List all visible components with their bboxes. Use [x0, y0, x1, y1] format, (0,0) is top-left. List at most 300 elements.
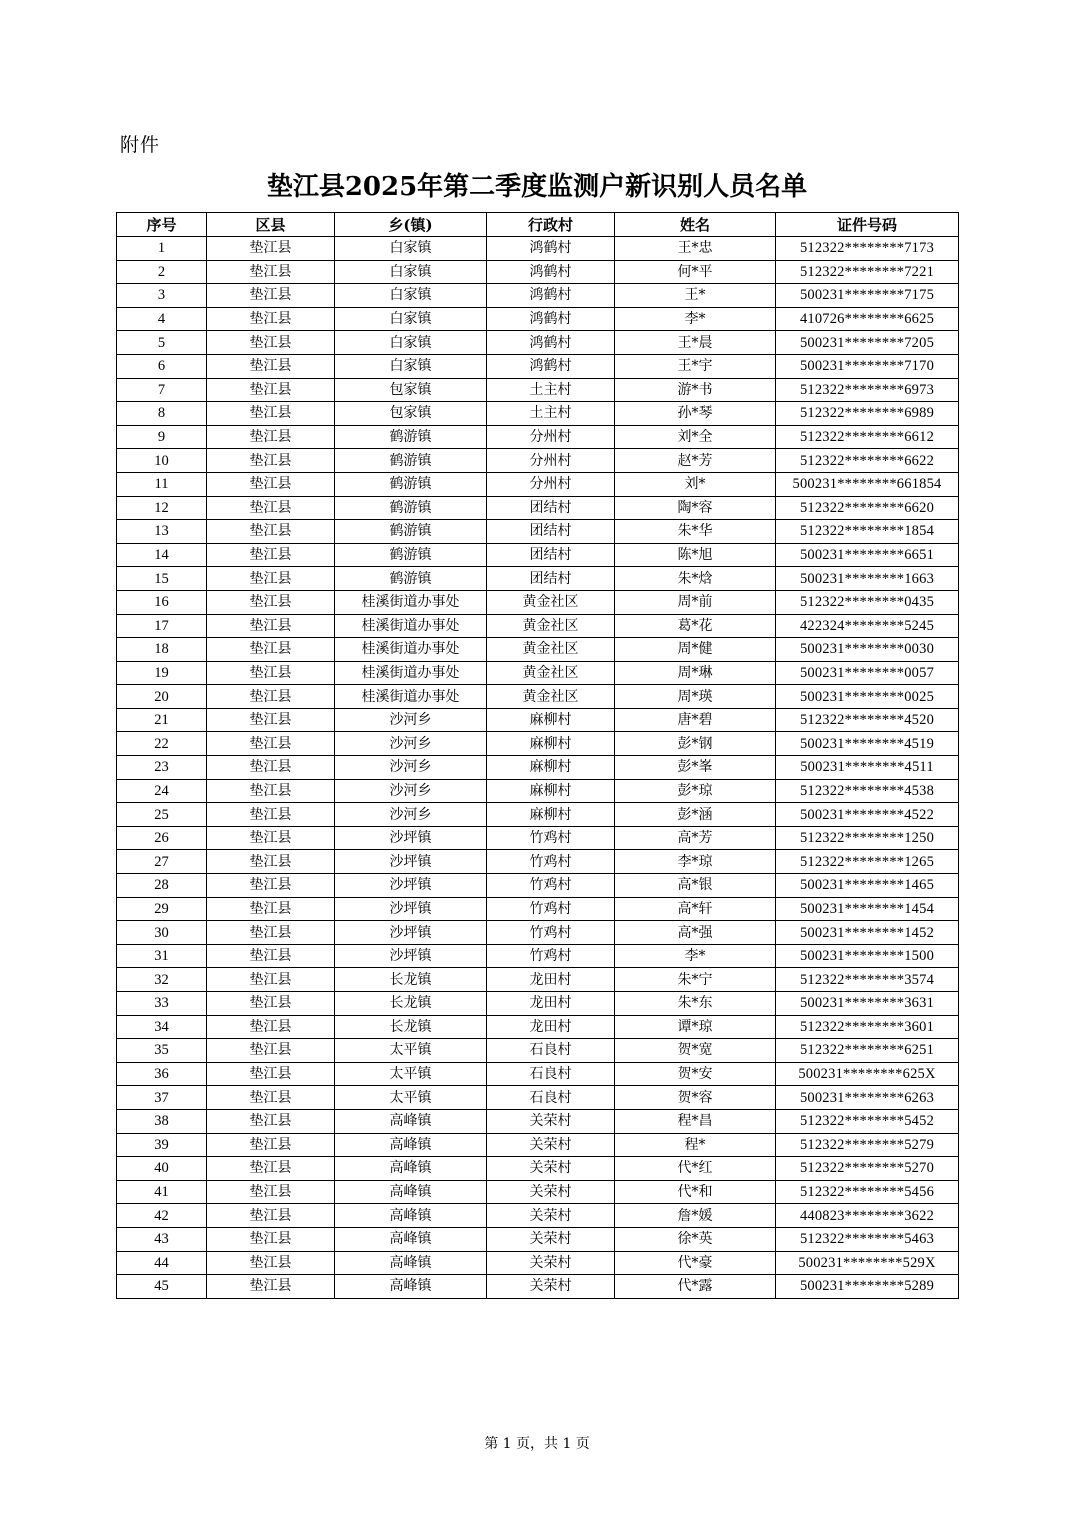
row-county: 垫江县 [207, 237, 335, 261]
row-county: 垫江县 [207, 260, 335, 284]
row-village: 麻柳村 [487, 708, 615, 732]
row-township: 太平镇 [335, 1039, 487, 1063]
row-village: 关荣村 [487, 1227, 615, 1251]
row-index: 38 [117, 1109, 207, 1133]
row-index: 40 [117, 1157, 207, 1181]
row-name: 刘*全 [615, 425, 776, 449]
row-id-number: 500231********5289 [776, 1275, 959, 1299]
row-index: 27 [117, 850, 207, 874]
row-id-number: 500231********1454 [776, 897, 959, 921]
row-county: 垫江县 [207, 543, 335, 567]
row-village: 关荣村 [487, 1204, 615, 1228]
row-village: 关荣村 [487, 1251, 615, 1275]
row-id-number: 512322********6973 [776, 378, 959, 402]
row-township: 沙坪镇 [335, 921, 487, 945]
table-row [117, 402, 959, 426]
row-village: 土主村 [487, 402, 615, 426]
table-row [117, 1275, 959, 1299]
row-township: 高峰镇 [335, 1180, 487, 1204]
row-village: 鸿鹤村 [487, 331, 615, 355]
row-id-number: 512322********0435 [776, 590, 959, 614]
row-index: 15 [117, 567, 207, 591]
row-county: 垫江县 [207, 874, 335, 898]
table-row [117, 307, 959, 331]
row-county: 垫江县 [207, 1227, 335, 1251]
row-index: 42 [117, 1204, 207, 1228]
table-row [117, 1251, 959, 1275]
table-row [117, 472, 959, 496]
row-index: 6 [117, 354, 207, 378]
table-row [117, 1109, 959, 1133]
row-name: 朱*焓 [615, 567, 776, 591]
row-id-number: 500231********661854 [776, 472, 959, 496]
row-id-number: 512322********7221 [776, 260, 959, 284]
row-index: 37 [117, 1086, 207, 1110]
row-township: 沙河乡 [335, 708, 487, 732]
row-index: 34 [117, 1015, 207, 1039]
table-row [117, 874, 959, 898]
row-township: 白家镇 [335, 284, 487, 308]
row-village: 土主村 [487, 378, 615, 402]
row-county: 垫江县 [207, 968, 335, 992]
row-village: 石良村 [487, 1086, 615, 1110]
row-name: 彭*琼 [615, 779, 776, 803]
table-row [117, 260, 959, 284]
header-name: 姓名 [615, 213, 776, 237]
row-village: 团结村 [487, 543, 615, 567]
row-name: 詹*媛 [615, 1204, 776, 1228]
row-village: 龙田村 [487, 992, 615, 1016]
table-row [117, 1039, 959, 1063]
row-name: 朱*宁 [615, 968, 776, 992]
header-index: 序号 [117, 213, 207, 237]
row-name: 周*琳 [615, 661, 776, 685]
row-county: 垫江县 [207, 944, 335, 968]
row-township: 鹤游镇 [335, 496, 487, 520]
row-township: 长龙镇 [335, 992, 487, 1016]
row-name: 李* [615, 307, 776, 331]
row-township: 白家镇 [335, 260, 487, 284]
row-id-number: 500231********3631 [776, 992, 959, 1016]
attachment-label: 附件 [120, 134, 161, 156]
row-county: 垫江县 [207, 826, 335, 850]
table-body [117, 237, 959, 1299]
row-county: 垫江县 [207, 1251, 335, 1275]
row-index: 33 [117, 992, 207, 1016]
row-id-number: 422324********5245 [776, 614, 959, 638]
page-title: 垫江县2025年第二季度监测户新识别人员名单 [266, 172, 808, 202]
row-index: 9 [117, 425, 207, 449]
row-index: 16 [117, 590, 207, 614]
row-village: 麻柳村 [487, 756, 615, 780]
table-row [117, 850, 959, 874]
row-township: 沙河乡 [335, 803, 487, 827]
row-village: 团结村 [487, 520, 615, 544]
row-township: 白家镇 [335, 354, 487, 378]
row-index: 30 [117, 921, 207, 945]
row-township: 长龙镇 [335, 968, 487, 992]
row-village: 麻柳村 [487, 732, 615, 756]
row-id-number: 512322********5463 [776, 1227, 959, 1251]
row-id-number: 500231********4519 [776, 732, 959, 756]
row-name: 谭*琼 [615, 1015, 776, 1039]
row-id-number: 512322********7173 [776, 237, 959, 261]
row-township: 高峰镇 [335, 1109, 487, 1133]
row-township: 沙坪镇 [335, 944, 487, 968]
row-village: 鸿鹤村 [487, 237, 615, 261]
row-name: 唐*碧 [615, 708, 776, 732]
row-village: 竹鸡村 [487, 897, 615, 921]
table-row [117, 590, 959, 614]
header-township: 乡(镇) [335, 213, 487, 237]
row-id-number: 500231********4511 [776, 756, 959, 780]
row-index: 22 [117, 732, 207, 756]
row-county: 垫江县 [207, 708, 335, 732]
row-name: 彭*涵 [615, 803, 776, 827]
row-id-number: 500231********7205 [776, 331, 959, 355]
row-id-number: 512322********5270 [776, 1157, 959, 1181]
row-county: 垫江县 [207, 921, 335, 945]
row-county: 垫江县 [207, 1133, 335, 1157]
table-row [117, 1062, 959, 1086]
row-village: 竹鸡村 [487, 921, 615, 945]
row-id-number: 500231********1663 [776, 567, 959, 591]
row-id-number: 500231********1500 [776, 944, 959, 968]
row-index: 5 [117, 331, 207, 355]
row-village: 关荣村 [487, 1109, 615, 1133]
row-name: 贺*安 [615, 1062, 776, 1086]
row-index: 25 [117, 803, 207, 827]
row-county: 垫江县 [207, 1180, 335, 1204]
row-name: 李* [615, 944, 776, 968]
header-village: 行政村 [487, 213, 615, 237]
row-county: 垫江县 [207, 590, 335, 614]
row-township: 桂溪街道办事处 [335, 661, 487, 685]
table-row [117, 756, 959, 780]
table-row [117, 992, 959, 1016]
row-county: 垫江县 [207, 1157, 335, 1181]
row-county: 垫江县 [207, 1015, 335, 1039]
row-name: 周*健 [615, 638, 776, 662]
table-row [117, 543, 959, 567]
row-county: 垫江县 [207, 685, 335, 709]
row-index: 11 [117, 472, 207, 496]
row-village: 团结村 [487, 567, 615, 591]
row-village: 鸿鹤村 [487, 260, 615, 284]
row-county: 垫江县 [207, 661, 335, 685]
row-id-number: 512322********5452 [776, 1109, 959, 1133]
row-county: 垫江县 [207, 803, 335, 827]
row-id-number: 500231********6651 [776, 543, 959, 567]
row-township: 鹤游镇 [335, 425, 487, 449]
row-index: 29 [117, 897, 207, 921]
table-row [117, 1204, 959, 1228]
table-row [117, 826, 959, 850]
roster-table [116, 212, 959, 1299]
row-name: 陈*旭 [615, 543, 776, 567]
row-county: 垫江县 [207, 897, 335, 921]
row-village: 关荣村 [487, 1157, 615, 1181]
row-village: 鸿鹤村 [487, 284, 615, 308]
row-township: 鹤游镇 [335, 567, 487, 591]
row-village: 分州村 [487, 425, 615, 449]
row-township: 鹤游镇 [335, 520, 487, 544]
row-id-number: 512322********3601 [776, 1015, 959, 1039]
row-id-number: 512322********6622 [776, 449, 959, 473]
row-id-number: 512322********6989 [776, 402, 959, 426]
row-id-number: 500231********1452 [776, 921, 959, 945]
row-village: 关荣村 [487, 1275, 615, 1299]
row-county: 垫江县 [207, 992, 335, 1016]
table-row [117, 1157, 959, 1181]
row-village: 石良村 [487, 1039, 615, 1063]
row-index: 8 [117, 402, 207, 426]
row-name: 代*和 [615, 1180, 776, 1204]
table-row [117, 614, 959, 638]
row-name: 葛*花 [615, 614, 776, 638]
row-township: 太平镇 [335, 1086, 487, 1110]
row-township: 太平镇 [335, 1062, 487, 1086]
row-name: 彭*峯 [615, 756, 776, 780]
row-village: 关荣村 [487, 1180, 615, 1204]
row-village: 鸿鹤村 [487, 307, 615, 331]
row-name: 刘* [615, 472, 776, 496]
row-id-number: 512322********6251 [776, 1039, 959, 1063]
row-index: 26 [117, 826, 207, 850]
row-village: 鸿鹤村 [487, 354, 615, 378]
table-row [117, 378, 959, 402]
row-village: 黄金社区 [487, 685, 615, 709]
row-id-number: 500231********0057 [776, 661, 959, 685]
row-county: 垫江县 [207, 850, 335, 874]
row-index: 39 [117, 1133, 207, 1157]
row-township: 沙坪镇 [335, 874, 487, 898]
row-county: 垫江县 [207, 307, 335, 331]
row-township: 高峰镇 [335, 1251, 487, 1275]
row-name: 孙*琴 [615, 402, 776, 426]
table-row [117, 921, 959, 945]
row-id-number: 500231********7170 [776, 354, 959, 378]
row-village: 分州村 [487, 449, 615, 473]
row-county: 垫江县 [207, 354, 335, 378]
row-index: 1 [117, 237, 207, 261]
row-name: 代*露 [615, 1275, 776, 1299]
row-index: 13 [117, 520, 207, 544]
table-row [117, 1086, 959, 1110]
row-county: 垫江县 [207, 732, 335, 756]
row-township: 包家镇 [335, 402, 487, 426]
table-row [117, 331, 959, 355]
row-index: 12 [117, 496, 207, 520]
row-name: 何*平 [615, 260, 776, 284]
row-township: 沙河乡 [335, 756, 487, 780]
row-id-number: 500231********529X [776, 1251, 959, 1275]
row-index: 10 [117, 449, 207, 473]
page-footer: 第 1 页，共 1 页 [484, 1436, 590, 1452]
row-name: 朱*华 [615, 520, 776, 544]
row-county: 垫江县 [207, 520, 335, 544]
table-row [117, 803, 959, 827]
row-name: 王*忠 [615, 237, 776, 261]
table-row [117, 779, 959, 803]
row-township: 高峰镇 [335, 1133, 487, 1157]
row-village: 竹鸡村 [487, 944, 615, 968]
row-township: 鹤游镇 [335, 472, 487, 496]
row-township: 白家镇 [335, 237, 487, 261]
row-name: 陶*容 [615, 496, 776, 520]
row-id-number: 512322********5279 [776, 1133, 959, 1157]
row-name: 代*豪 [615, 1251, 776, 1275]
row-township: 桂溪街道办事处 [335, 685, 487, 709]
row-township: 白家镇 [335, 307, 487, 331]
row-id-number: 500231********625X [776, 1062, 959, 1086]
row-county: 垫江县 [207, 756, 335, 780]
row-township: 包家镇 [335, 378, 487, 402]
table-row [117, 732, 959, 756]
row-township: 高峰镇 [335, 1204, 487, 1228]
row-index: 31 [117, 944, 207, 968]
row-village: 分州村 [487, 472, 615, 496]
row-id-number: 512322********5456 [776, 1180, 959, 1204]
row-village: 竹鸡村 [487, 826, 615, 850]
row-index: 23 [117, 756, 207, 780]
table-row [117, 449, 959, 473]
table-row [117, 685, 959, 709]
row-village: 龙田村 [487, 968, 615, 992]
row-name: 高*芳 [615, 826, 776, 850]
row-name: 彭*钢 [615, 732, 776, 756]
table-row [117, 520, 959, 544]
table-row [117, 897, 959, 921]
row-name: 程*昌 [615, 1109, 776, 1133]
row-county: 垫江县 [207, 1275, 335, 1299]
row-index: 7 [117, 378, 207, 402]
row-name: 游*书 [615, 378, 776, 402]
row-county: 垫江县 [207, 779, 335, 803]
row-name: 高*强 [615, 921, 776, 945]
row-id-number: 512322********4538 [776, 779, 959, 803]
row-name: 王*晨 [615, 331, 776, 355]
row-id-number: 500231********0025 [776, 685, 959, 709]
row-township: 白家镇 [335, 331, 487, 355]
row-name: 王* [615, 284, 776, 308]
row-index: 2 [117, 260, 207, 284]
table-row [117, 425, 959, 449]
row-county: 垫江县 [207, 331, 335, 355]
row-id-number: 500231********1465 [776, 874, 959, 898]
row-county: 垫江县 [207, 567, 335, 591]
row-id-number: 512322********1265 [776, 850, 959, 874]
row-township: 沙坪镇 [335, 826, 487, 850]
row-county: 垫江县 [207, 425, 335, 449]
row-id-number: 440823********3622 [776, 1204, 959, 1228]
row-index: 17 [117, 614, 207, 638]
table-row [117, 708, 959, 732]
row-village: 团结村 [487, 496, 615, 520]
table-row [117, 661, 959, 685]
row-township: 鹤游镇 [335, 449, 487, 473]
table-row [117, 496, 959, 520]
row-county: 垫江县 [207, 1109, 335, 1133]
row-index: 41 [117, 1180, 207, 1204]
row-county: 垫江县 [207, 402, 335, 426]
row-id-number: 500231********0030 [776, 638, 959, 662]
row-township: 长龙镇 [335, 1015, 487, 1039]
row-name: 王*宇 [615, 354, 776, 378]
row-township: 沙河乡 [335, 732, 487, 756]
row-township: 鹤游镇 [335, 543, 487, 567]
row-county: 垫江县 [207, 496, 335, 520]
row-county: 垫江县 [207, 378, 335, 402]
table-row [117, 1227, 959, 1251]
row-name: 周*瑛 [615, 685, 776, 709]
row-county: 垫江县 [207, 1204, 335, 1228]
row-index: 43 [117, 1227, 207, 1251]
row-county: 垫江县 [207, 614, 335, 638]
row-village: 黄金社区 [487, 590, 615, 614]
row-township: 高峰镇 [335, 1227, 487, 1251]
row-township: 高峰镇 [335, 1157, 487, 1181]
row-name: 朱*东 [615, 992, 776, 1016]
row-name: 代*红 [615, 1157, 776, 1181]
row-village: 竹鸡村 [487, 850, 615, 874]
row-county: 垫江县 [207, 449, 335, 473]
row-index: 20 [117, 685, 207, 709]
table-row [117, 237, 959, 261]
row-index: 35 [117, 1039, 207, 1063]
row-township: 桂溪街道办事处 [335, 614, 487, 638]
row-name: 李*琼 [615, 850, 776, 874]
table-header-row [117, 213, 959, 237]
row-township: 沙河乡 [335, 779, 487, 803]
table-row [117, 638, 959, 662]
row-county: 垫江县 [207, 1062, 335, 1086]
row-village: 黄金社区 [487, 614, 615, 638]
row-name: 高*银 [615, 874, 776, 898]
row-id-number: 500231********6263 [776, 1086, 959, 1110]
row-index: 44 [117, 1251, 207, 1275]
row-id-number: 500231********7175 [776, 284, 959, 308]
row-name: 周*前 [615, 590, 776, 614]
row-village: 黄金社区 [487, 638, 615, 662]
table-row [117, 968, 959, 992]
table-row [117, 1015, 959, 1039]
row-county: 垫江县 [207, 1039, 335, 1063]
row-id-number: 410726********6625 [776, 307, 959, 331]
row-index: 19 [117, 661, 207, 685]
row-name: 高*轩 [615, 897, 776, 921]
row-village: 龙田村 [487, 1015, 615, 1039]
row-county: 垫江县 [207, 284, 335, 308]
table-row [117, 1180, 959, 1204]
row-id-number: 512322********6612 [776, 425, 959, 449]
row-name: 赵*芳 [615, 449, 776, 473]
row-index: 24 [117, 779, 207, 803]
row-id-number: 512322********3574 [776, 968, 959, 992]
row-index: 32 [117, 968, 207, 992]
row-village: 麻柳村 [487, 779, 615, 803]
row-county: 垫江县 [207, 638, 335, 662]
row-township: 沙坪镇 [335, 897, 487, 921]
row-index: 14 [117, 543, 207, 567]
row-village: 黄金社区 [487, 661, 615, 685]
row-township: 桂溪街道办事处 [335, 590, 487, 614]
table-row [117, 284, 959, 308]
row-township: 沙坪镇 [335, 850, 487, 874]
row-county: 垫江县 [207, 1086, 335, 1110]
row-id-number: 512322********6620 [776, 496, 959, 520]
row-name: 徐*英 [615, 1227, 776, 1251]
